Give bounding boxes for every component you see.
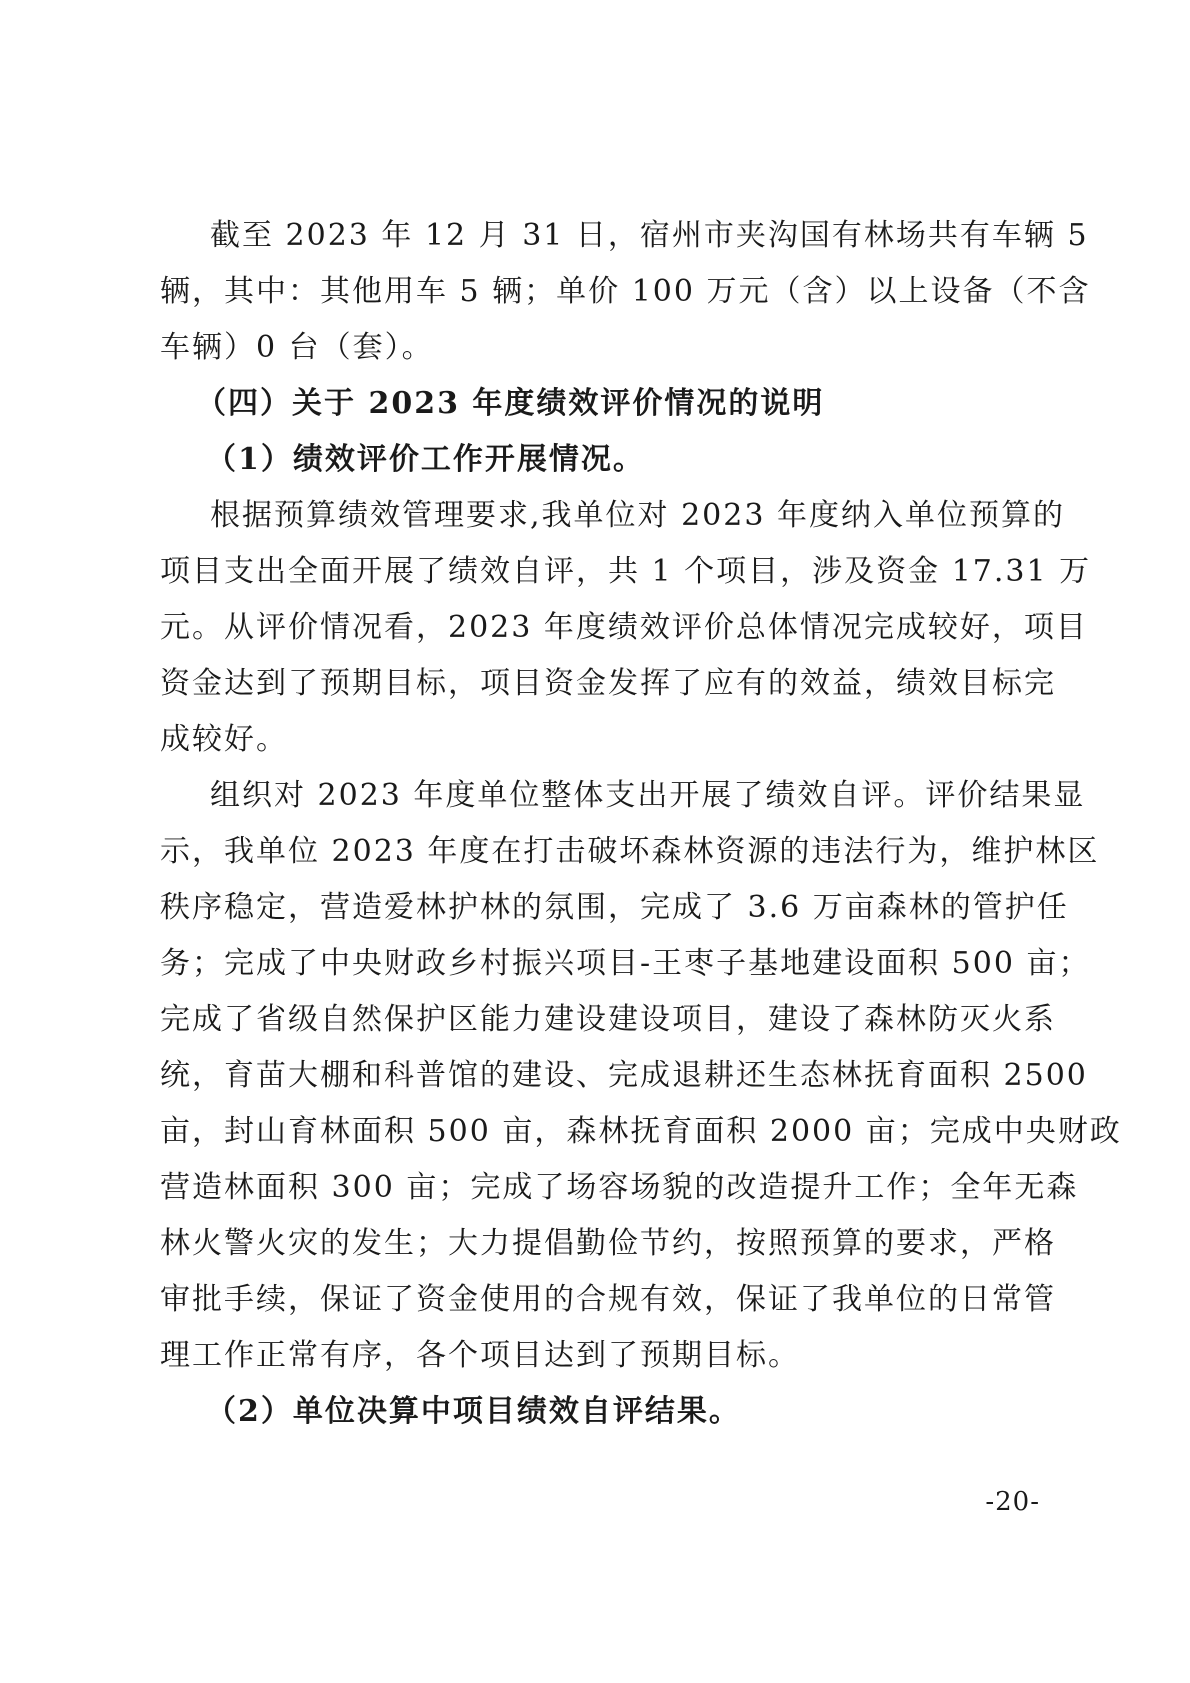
paragraph-vehicles-line-1: 截至 2023 年 12 月 31 日，宿州市夹沟国有林场共有车辆 5 — [210, 218, 1089, 253]
paragraph-overall-line-7: 亩，封山育林面积 500 亩，森林抚育面积 2000 亩；完成中央财政 — [160, 1114, 1122, 1149]
paragraph-overall-line-5: 完成了省级自然保护区能力建设建设项目，建设了森林防灭火系 — [160, 1002, 1056, 1037]
paragraph-overall-line-8: 营造林面积 300 亩；完成了场容场貌的改造提升工作；全年无森 — [160, 1170, 1079, 1205]
paragraph-overall-line-9: 林火警火灾的发生；大力提倡勤俭节约，按照预算的要求，严格 — [160, 1226, 1056, 1261]
paragraph-evaluation-line-3: 元。从评价情况看，2023 年度绩效评价总体情况完成较好，项目 — [160, 610, 1088, 645]
paragraph-overall-line-3: 秩序稳定，营造爱林护林的氛围，完成了 3.6 万亩森林的管护任 — [160, 890, 1069, 925]
paragraph-overall-line-11: 理工作正常有序，各个项目达到了预期目标。 — [160, 1338, 800, 1373]
paragraph-overall-line-6: 统，育苗大棚和科普馆的建设、完成退耕还生态林抚育面积 2500 — [160, 1058, 1088, 1093]
subsection-heading-project-self-evaluation: （2）单位决算中项目绩效自评结果。 — [206, 1394, 741, 1429]
paragraph-evaluation-line-5: 成较好。 — [160, 722, 288, 757]
paragraph-vehicles-line-3: 车辆）0 台（套）。 — [160, 330, 434, 365]
paragraph-evaluation-line-2: 项目支出全面开展了绩效自评，共 1 个项目，涉及资金 17.31 万 — [160, 554, 1092, 589]
paragraph-evaluation-line-1: 根据预算绩效管理要求,我单位对 2023 年度纳入单位预算的 — [210, 498, 1065, 533]
paragraph-evaluation-line-4: 资金达到了预期目标，项目资金发挥了应有的效益，绩效目标完 — [160, 666, 1056, 701]
paragraph-vehicles-line-2: 辆，其中：其他用车 5 辆；单价 100 万元（含）以上设备（不含 — [160, 274, 1091, 309]
paragraph-overall-line-1: 组织对 2023 年度单位整体支出开展了绩效自评。评价结果显 — [210, 778, 1086, 813]
section-heading-performance-evaluation: （四）关于 2023 年度绩效评价情况的说明 — [196, 386, 825, 421]
page-number: -20- — [985, 1487, 1040, 1517]
paragraph-overall-line-10: 审批手续，保证了资金使用的合规有效，保证了我单位的日常管 — [160, 1282, 1056, 1317]
paragraph-overall-line-2: 示，我单位 2023 年度在打击破坏森林资源的违法行为，维护林区 — [160, 834, 1100, 869]
subsection-heading-evaluation-work: （1）绩效评价工作开展情况。 — [206, 442, 645, 477]
paragraph-overall-line-4: 务；完成了中央财政乡村振兴项目-王枣子基地建设面积 500 亩； — [160, 946, 1091, 981]
